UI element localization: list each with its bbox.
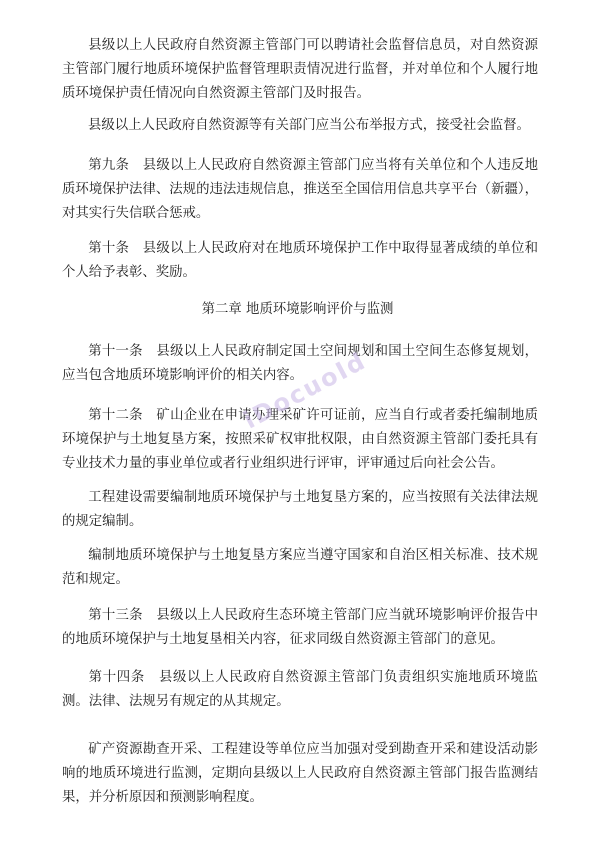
paragraph-text: 第九条 县级以上人民政府自然资源主管部门应当将有关单位和个人违反地质环境保护法律、法规的违法违规信息，推送至全国信用信息共享平台（新疆），对其实行失信联合惩戒。 — [62, 158, 538, 221]
paragraph-text: 第十条 县级以上人民政府对在地质环境保护工作中取得显著成绩的单位和个人给予表彰、奖励。 — [62, 241, 538, 280]
article-11 — [62, 340, 538, 388]
article-12 — [62, 404, 538, 476]
paragraph-supervision-informants — [62, 34, 538, 106]
paragraph-text: 工程建设需要编制地质环境保护与土地复垦方案的，应当按照有关法律法规的规定编制。 — [62, 490, 538, 529]
paragraph-text: 县级以上人民政府自然资源等有关部门应当公布举报方式，接受社会监督。 — [88, 118, 530, 133]
paragraph-text: 矿产资源勘查开采、工程建设等单位应当加强对受到勘查开采和建设活动影响的地质环境进行监测，定期向县级以上人民政府自然资源主管部门报告监测结果，并分析原因和预测影响程度。 — [62, 742, 538, 805]
paragraph-public-reporting — [62, 114, 538, 138]
paragraph-plan-standards — [62, 544, 538, 592]
paragraph-text: 第十四条 县级以上人民政府自然资源主管部门负责组织实施地质环境监测。法律、法规另有规定的从其规定。 — [62, 670, 538, 709]
paragraph-text: 第十二条 矿山企业在申请办理采矿许可证前，应当自行或者委托编制地质环境保护与土地复垦方案，按照采矿权审批权限，由自然资源主管部门委托具有专业技术力量的事业单位或者行业组织进行评审，评审通过后向社会公告。 — [62, 408, 538, 471]
article-14 — [62, 666, 538, 714]
article-13 — [62, 604, 538, 652]
paragraph-text: 第十三条 县级以上人民政府生态环境主管部门应当就环境影响评价报告中的地质环境保护与土地复垦相关内容，征求同级自然资源主管部门的意见。 — [62, 608, 538, 647]
paragraph-text: 县级以上人民政府自然资源主管部门可以聘请社会监督信息员，对自然资源主管部门履行地质环境保护监督管理职责情况进行监督，并对单位和个人履行地质环境保护责任情况向自然资源主管部门及时报告。 — [62, 38, 538, 101]
watermark-text: iDocuoId — [238, 346, 371, 435]
paragraph-monitoring-units — [62, 738, 538, 810]
article-9 — [62, 154, 538, 226]
chapter-heading: 第二章 地质环境影响评价与监测 — [201, 302, 394, 317]
paragraph-text: 第十一条 县级以上人民政府制定国土空间规划和国土空间生态修复规划，应当包含地质环境影响评价的相关内容。 — [62, 344, 538, 383]
paragraph-text: 编制地质环境保护与土地复垦方案应当遵守国家和自治区相关标准、技术规范和规定。 — [62, 548, 538, 587]
article-10 — [62, 237, 538, 285]
paragraph-construction-plan — [62, 486, 538, 534]
